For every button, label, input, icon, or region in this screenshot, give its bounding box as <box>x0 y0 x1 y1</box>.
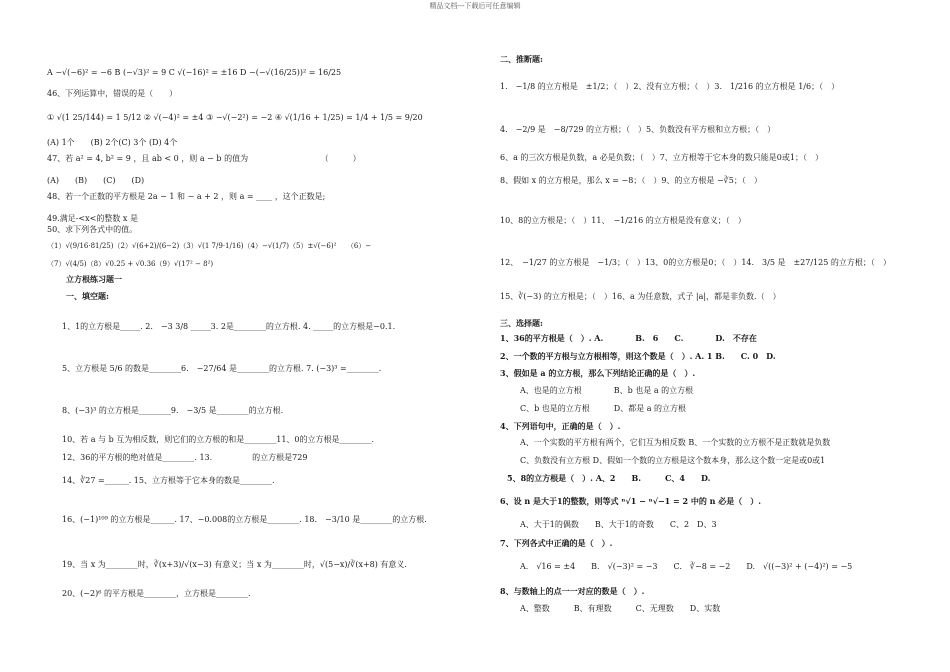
q48-then: ，则 <box>221 192 238 201</box>
choice-q3: 3、假如是 a 的立方根，那么下列结论正确的是（ ）. <box>500 368 696 378</box>
question-48 <box>47 192 325 202</box>
choice-q7-options: A. √16 = ±4 B. √(−3)² = −3 C. ∛−8 = −2 D. √((−3)² + (−4)²) = −5 <box>520 562 853 571</box>
item-3-mark: ③ <box>205 113 214 122</box>
question-50-row-1: （1）√(9/16·81/25)（2）√(6+2)/(6−2)（3）√(1 7/9·1/16)（4）−√(1/7)（5）±√(−6)² （6）− <box>47 242 372 250</box>
option-a-expr: −√(−6)² = −6 <box>55 68 112 77</box>
item-2-mark: ② <box>143 113 151 122</box>
choice-q4-ab: A、一个实数的平方根有两个，它们互为相反数 B、一个实数的立方根不是正数就是负数 <box>520 438 831 447</box>
item-1-mark: ① <box>47 113 55 122</box>
q48-suffix: ，这个正数是; <box>274 192 326 201</box>
choice-q3-ab: A、也是的立方根 B、b 也是 a 的立方根 <box>520 386 694 395</box>
fill-q14-15: 14、∛27 =______. 15、立方根等于它本身的数是________. <box>62 476 275 485</box>
option-b-label: B <box>114 68 121 77</box>
choice-q8: 8、与数轴上的点一一对应的数是（ ）. <box>500 586 645 596</box>
section-fill-in: 一、填空题: <box>66 291 109 301</box>
question-50-row-2: （7）√(4/5)（8）√0.25 + √0.36（9）√(17² − 8²) <box>47 260 214 268</box>
section-title-cube-root: 立方根练习题一 <box>66 274 122 284</box>
item-2-expr: √(−4)² = ±4 <box>153 113 204 122</box>
q48-blank: a = ____ <box>239 192 273 201</box>
question-47 <box>47 154 361 164</box>
choice-q4: 4、下列语句中，正确的是（ ）. <box>500 421 621 431</box>
q47-and: ，且 <box>133 154 150 163</box>
fill-q1-4: 1、1的立方根是_____. 2. −3 3/8 _____3. 2是________的立方根. 4. _____的立方根是−0.1. <box>62 322 396 331</box>
choice-q8-options: A、整数 B、有理数 C、无理数 D、实数 <box>520 604 721 613</box>
judge-q12-14: 12、 −1/27 的立方根是 −1/3；（ ）13、0的立方根是0；（ ）14. 3/5 是 ±27/125 的立方根；（ ） <box>500 258 891 267</box>
choice-q1: 1、36的平方根是（ ）. A. B. 6 C. D. 不存在 <box>500 333 757 343</box>
fill-q8-9: 8、(−3)³ 的立方根是________9. −3/5 是________的立方根. <box>62 406 284 415</box>
item-4-expr: √(1/16 + 1/25) = 1/4 + 1/5 = 9/20 <box>284 113 423 122</box>
question-50: 50、求下列各式中的值。 <box>47 225 138 234</box>
judge-q15-16: 15、∛(−3) 的立方根是；（ ）16、a 为任意数，式子 |a|，都是非负数.（ ） <box>500 292 781 301</box>
q48-and: 和 <box>177 192 186 201</box>
option-c-expr: √(−16)² = ±16 <box>177 68 238 77</box>
fill-q19: 19、当 x 为________时，∛(x+3)/√(x−3) 有意义；当 x 为________时，√(5−x)/∛(x+8) 有意义. <box>62 560 407 569</box>
question-49: 49.满足-<x<的整数 x 是 <box>47 214 138 223</box>
choice-q6-options: A、大于1的偶数 B、大于1的奇数 C、2 D、3 <box>520 520 717 529</box>
judge-q10-11: 10、8的立方根是；（ ）11、 −1/216 的立方根是没有意义；（ ） <box>500 216 746 225</box>
fill-q12-13: 12、36的平方根的绝对值是________. 13. 的立方根是729 <box>62 453 308 462</box>
option-c-label: C <box>168 68 175 77</box>
choice-q5: 5、8的立方根是（ ）. A、2 B. C、4 D. <box>507 473 711 483</box>
q47-ask: ，则 a − b 的值为 <box>181 154 249 163</box>
fill-q16-18: 16、(−1)¹⁰⁹ 的立方根是______. 17、−0.008的立方根是________. 18. −3/10 是________的立方根. <box>62 515 427 524</box>
fill-q20: 20、(−2)⁶ 的平方根是________，立方根是________. <box>62 589 251 598</box>
choice-q4-cd: C、负数没有立方根 D、假如一个数的立方根是这个数本身，那么这个数一定是或0或1 <box>520 456 826 465</box>
q47-blank: （ ） <box>320 154 361 163</box>
judge-q6-7: 6、a 的三次方根是负数，a 必是负数；（ ）7、立方根等于它本身的数只能是0或1；（ ） <box>500 153 823 162</box>
q47-prefix: 47、若 <box>47 154 74 163</box>
option-a-label: A <box>47 68 53 77</box>
section-choice: 三、选择题: <box>500 318 543 328</box>
choice-q3-cd: C、b 也是的立方根 D、都是 a 的立方根 <box>520 404 687 413</box>
choice-q6: 6、设 n 是大于1的整数，则等式 ⁿ√1 − ⁿ√−1 = 2 中的 n 必是（ ）. <box>500 496 762 506</box>
choice-q7: 7、下列各式中正确的是（ ）. <box>500 538 613 548</box>
judge-q4-5: 4. −2/9 是 −8/729 的立方根；（ ）5、负数没有平方根和立方根；（ ） <box>500 125 776 134</box>
fill-q5-7: 5、立方根是 5/6 的数是________6. −27/64 是________的立方根. 7. (−3)³ =________. <box>62 364 382 373</box>
item-4-mark: ④ <box>274 113 283 122</box>
option-b-expr: (−√3)² = 9 <box>122 68 167 77</box>
item-3-expr: −√(−2²) = −2 <box>215 113 273 122</box>
judge-q8-9: 8、假如 x 的立方根是，那么 x = −8；（ ）9、的立方根是 −∛5；（ ） <box>500 176 762 185</box>
q48-expr2: − a + 2 <box>187 192 219 201</box>
question-47-options: (A) (B) (C) (D) <box>47 176 145 185</box>
item-1-expr: √(1 25/144) = 1 5/12 <box>56 113 142 122</box>
page-header: 精品文档---下载后可任意编辑 <box>429 2 521 10</box>
choice-q2: 2、一个数的平方根与立方根相等，则这个数是（ ）. A. 1 B. C. 0 D. <box>500 351 776 361</box>
option-d-expr: −(−√(16/25))² = 16/25 <box>249 68 342 77</box>
q47-cond2: ab < 0 <box>151 154 179 163</box>
section-judge: 二、推断题: <box>500 54 543 64</box>
q48-expr1: 2a − 1 <box>147 192 175 201</box>
q47-cond1: a² = 4, b² = 9 <box>75 154 131 163</box>
question-46: 46、下列运算中，错误的是（ ） <box>47 89 178 98</box>
fill-q10-11: 10、若 a 与 b 互为相反数，则它们的立方根的和是________11、0的立方根是________. <box>62 435 375 444</box>
option-d-label: D <box>240 68 247 77</box>
q48-prefix: 48、若一个正数的平方根是 <box>47 192 146 201</box>
question-46-options: (A) 1个 (B) 2个(C) 3个 (D) 4个 <box>47 138 178 147</box>
judge-q1-3: 1. −1/8 的立方根是 ±1/2；（ ）2、没有立方根；（ ）3. 1/216 的立方根是 1/6；（ ） <box>500 82 840 91</box>
option-row-abcd <box>47 68 341 78</box>
question-46-items <box>47 113 423 123</box>
